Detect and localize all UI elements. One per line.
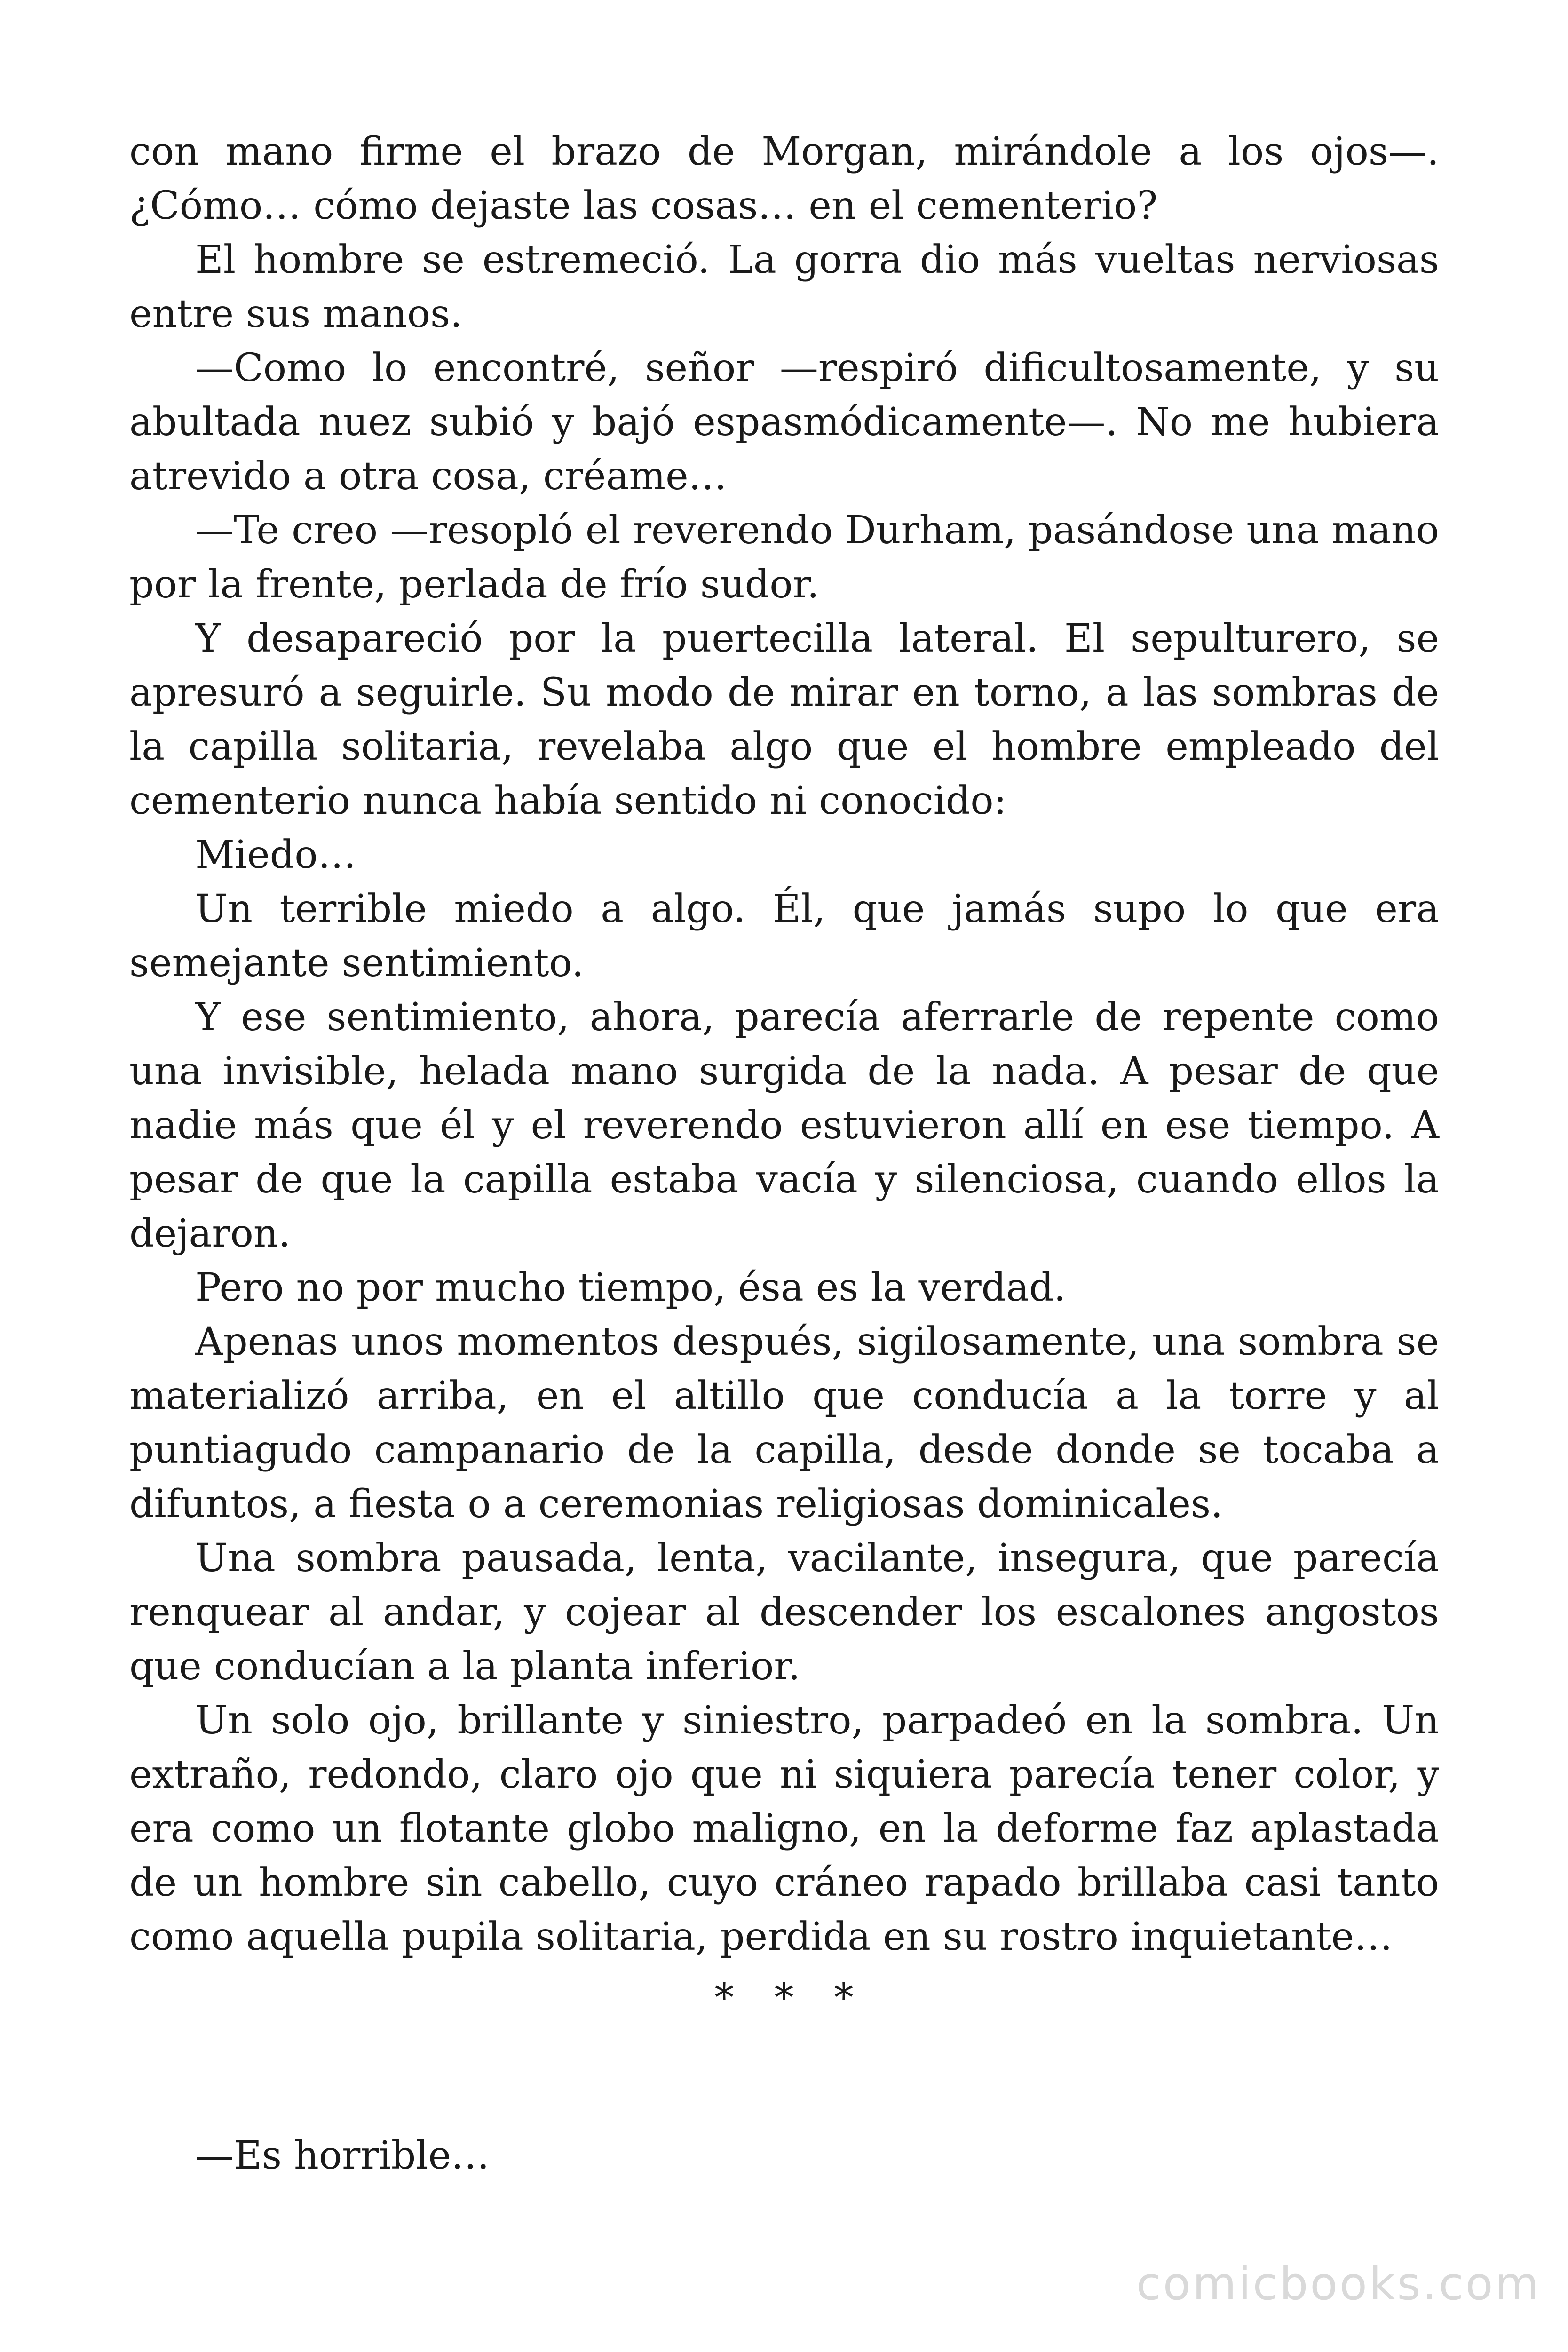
paragraph: Miedo… bbox=[195, 833, 356, 877]
paragraph: —Como lo encontré, señor —respiró dificultosamente, y su abultada nuez subió y bajó espasmódicamente—. No me hubiera atrevido a otra cosa, créame… bbox=[129, 346, 1439, 499]
paragraph: Una sombra pausada, lenta, vacilante, insegura, que parecía renquear al andar, y cojear al descender los escalones angostos que conducían a la planta inferior. bbox=[129, 1536, 1439, 1689]
paragraph: Apenas unos momentos después, sigilosamente, una sombra se materializó arriba, en el altillo que conducía a la torre y al puntiagudo campanario de la capilla, desde donde se tocaba a difuntos, a fiesta o a ceremonias religiosas dominicales. bbox=[129, 1319, 1439, 1526]
section-separator: * * * bbox=[714, 1976, 868, 2020]
paragraph: Pero no por mucho tiempo, ésa es la verdad. bbox=[195, 1265, 1066, 1310]
body-text bbox=[129, 125, 1439, 1964]
paragraph-continuation: con mano firme el brazo de Morgan, mirándole a los ojos—. ¿Cómo… cómo dejaste las cosas… en el cementerio? bbox=[129, 129, 1439, 228]
paragraph: Y desapareció por la puertecilla lateral. El sepulturero, se apresuró a seguirle. Su modo de mirar en torno, a las sombras de la capilla solitaria, revelaba algo que el hombre empleado del cementerio nunca había sentido ni conocido: bbox=[129, 616, 1439, 823]
paragraph: El hombre se estremeció. La gorra dio más vueltas nerviosas entre sus manos. bbox=[129, 238, 1439, 336]
paragraph: —Te creo —resopló el reverendo Durham, pasándose una mano por la frente, perlada de frío sudor. bbox=[129, 508, 1439, 607]
paragraph-dialogue: —Es horrible… bbox=[195, 2133, 490, 2178]
paragraph: Un solo ojo, brillante y siniestro, parpadeó en la sombra. Un extraño, redondo, claro ojo que ni siquiera parecía tener color, y era como un flotante globo maligno, en la deforme faz aplastada de un hombre sin cabello, cuyo cráneo rapado brillaba casi tanto como aquella pupila solitaria, perdida en su rostro inquietante… bbox=[129, 1698, 1439, 1959]
paragraph: Un terrible miedo a algo. Él, que jamás supo lo que era semejante sentimiento. bbox=[129, 887, 1439, 985]
watermark: comicbooks.com bbox=[1136, 2257, 1541, 2310]
paragraph: Y ese sentimiento, ahora, parecía aferrarle de repente como una invisible, helada mano surgida de la nada. A pesar de que nadie más que él y el reverendo estuvieron allí en ese tiempo. A pesar de que la capilla estaba vacía y silenciosa, cuando ellos la dejaron. bbox=[129, 995, 1439, 1256]
